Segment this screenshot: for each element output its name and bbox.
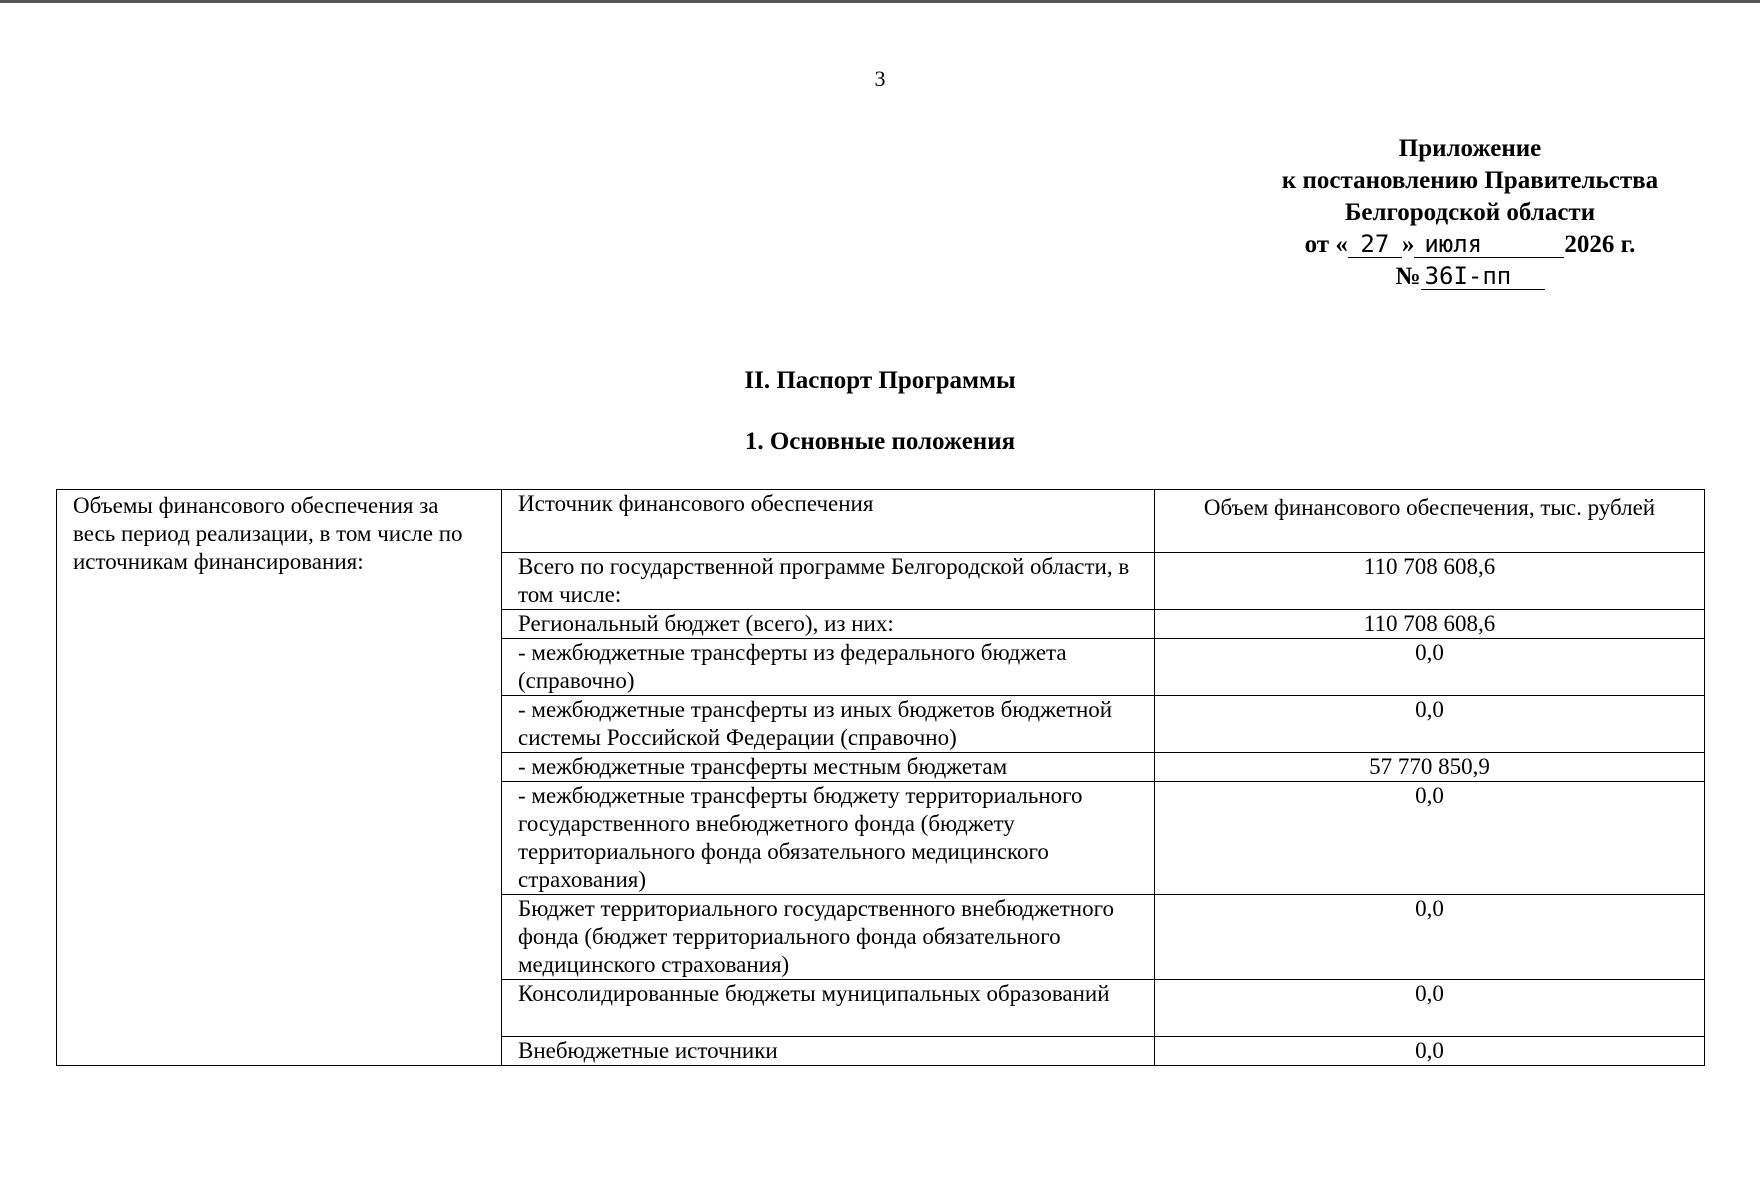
- source-cell: Консолидированные бюджеты муниципальных образований: [502, 980, 1155, 1037]
- header-source: Источник финансового обеспечения: [502, 490, 1155, 553]
- date-prefix: от «: [1304, 231, 1348, 258]
- source-cell: Всего по государственной программе Белгородской области, в том числе:: [502, 553, 1155, 610]
- scan-top-border: [0, 0, 1760, 3]
- value-cell: 0,0: [1155, 782, 1705, 895]
- header-volume: Объем финансового обеспечения, тыс. рублей: [1155, 490, 1705, 553]
- date-quote-close: »: [1401, 231, 1415, 258]
- appendix-date-line: [1240, 229, 1700, 261]
- subsection-title: 1. Основные положения: [744, 428, 1016, 455]
- source-cell: Бюджет территориального государственного внебюджетного фонда (бюджет территориального фонда обязательного медицинского страхования): [502, 895, 1155, 980]
- page-number: 3: [874, 66, 886, 91]
- table-header-row: [57, 490, 1705, 553]
- appendix-title: Приложение: [1398, 135, 1542, 162]
- number-sign: №: [1395, 263, 1421, 290]
- source-cell: Региональный бюджет (всего), из них:: [502, 610, 1155, 639]
- financing-table: [56, 489, 1705, 1066]
- appendix-region-line: Белгородской области: [1344, 199, 1596, 226]
- source-cell: Внебюджетные источники: [502, 1037, 1155, 1066]
- appendix-number-line: [1240, 261, 1700, 293]
- date-year: 2026 г.: [1564, 231, 1636, 258]
- appendix-header: [1240, 133, 1700, 293]
- value-cell: 0,0: [1155, 895, 1705, 980]
- value-cell: 110 708 608,6: [1155, 610, 1705, 639]
- source-cell: - межбюджетные трансферты из федерального бюджета (справочно): [502, 639, 1155, 696]
- value-cell: 0,0: [1155, 639, 1705, 696]
- value-cell: 57 770 850,9: [1155, 753, 1705, 782]
- appendix-resolution-line: к постановлению Правительства: [1281, 167, 1659, 194]
- financing-label-cell: Объемы финансового обеспечения за весь период реализации, в том числе по источникам финансирования:: [57, 490, 502, 1066]
- document-number-field: 36I-пп: [1421, 263, 1545, 290]
- value-cell: 0,0: [1155, 980, 1705, 1037]
- date-day-field: 27: [1348, 231, 1402, 258]
- section-title: II. Паспорт Программы: [744, 367, 1016, 394]
- value-cell: 110 708 608,6: [1155, 553, 1705, 610]
- source-cell: - межбюджетные трансферты из иных бюджетов бюджетной системы Российской Федерации (справочно): [502, 696, 1155, 753]
- source-cell: - межбюджетные трансферты бюджету территориального государственного внебюджетного фонда (бюджету территориального фонда обязательного медицинского страхования): [502, 782, 1155, 895]
- source-cell: - межбюджетные трансферты местным бюджетам: [502, 753, 1155, 782]
- value-cell: 0,0: [1155, 1037, 1705, 1066]
- value-cell: 0,0: [1155, 696, 1705, 753]
- date-month-field: июля: [1414, 231, 1564, 258]
